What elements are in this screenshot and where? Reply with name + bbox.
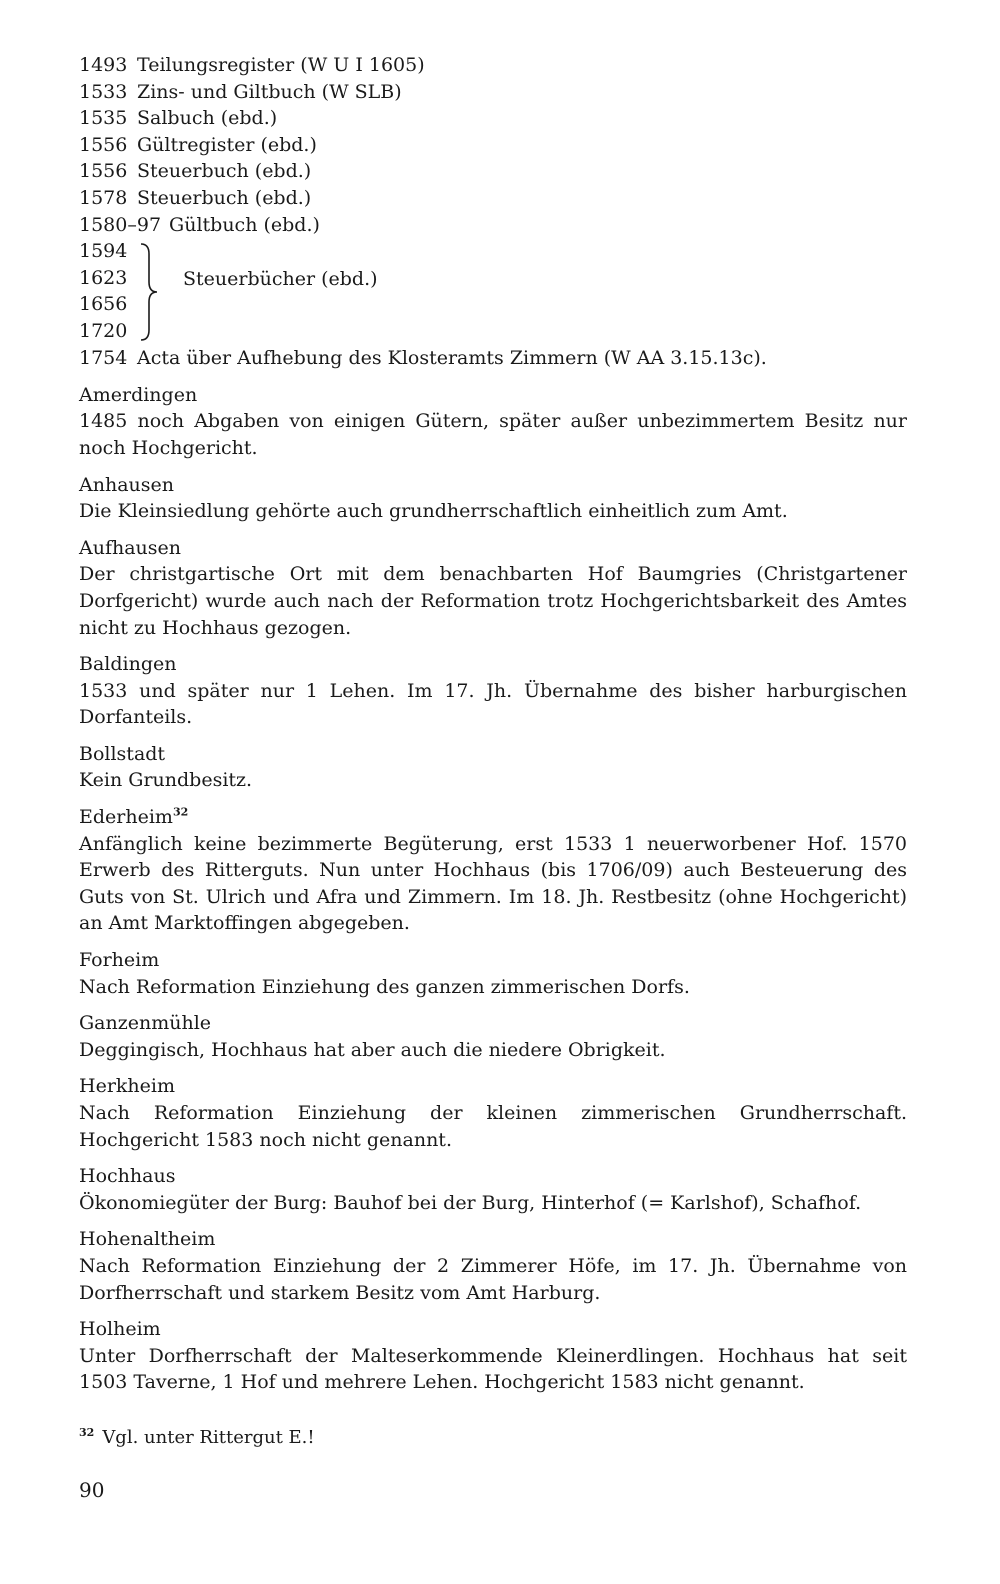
record-text: Steuerbuch (ebd.): [137, 186, 312, 209]
record-text: Steuerbuch (ebd.): [137, 160, 312, 183]
list-item: [79, 105, 907, 132]
footnote-reference[interactable]: 32: [172, 805, 189, 819]
place-entry: [79, 1163, 907, 1216]
record-text: Acta über Aufhebung des Klosteramts Zimmern (W AA 3.15.13c).: [137, 347, 767, 370]
place-description: Ökonomiegüter der Burg: Bauhof bei der Burg, Hinterhof (= Karlshof), Schafhof.: [79, 1191, 862, 1214]
place-name: Forheim: [79, 949, 160, 972]
right-brace-icon: [137, 242, 161, 342]
place-description: Kein Grundbesitz.: [79, 769, 253, 792]
list-item: [79, 212, 907, 239]
list-item: [79, 158, 907, 185]
place-name: Bollstadt: [79, 742, 166, 765]
place-name: Anhausen: [79, 473, 174, 496]
record-text: Salbuch (ebd.): [137, 107, 278, 130]
record-text: Teilungsregister (W U I 1605): [137, 54, 425, 76]
bracket-year: 1623: [79, 266, 128, 289]
record-year: 1578: [79, 186, 128, 209]
place-description: Deggingisch, Hochhaus hat aber auch die niedere Obrigkeit.: [79, 1038, 666, 1061]
place-entry: [79, 1316, 907, 1396]
bracket-years: [79, 238, 127, 344]
bracket-group: [79, 238, 907, 345]
list-item: [79, 185, 907, 212]
place-name: Ganzenmühle: [79, 1012, 212, 1035]
place-description: 1533 und später nur 1 Lehen. Im 17. Jh. Übernahme des bisher harburgischen Dorfanteils.: [79, 679, 907, 729]
place-name: Herkheim: [79, 1075, 175, 1098]
place-description: Unter Dorfherrschaft der Malteserkommende Kleinerdlingen. Hochhaus hat seit 1503 Taverne, 1 Hof und mehrere Lehen. Hochgericht 1583 nicht genannt.: [79, 1344, 907, 1394]
bracket-year: 1720: [79, 319, 128, 342]
place-entry: [79, 651, 907, 731]
place-entry: [79, 741, 907, 794]
place-entry: [79, 1010, 907, 1063]
place-description: Nach Reformation Einziehung der kleinen zimmerischen Grundherrschaft. Hochgericht 1583 noch nicht genannt.: [79, 1102, 907, 1151]
place-name-text: Ederheim: [79, 806, 173, 829]
record-year: 1754: [79, 347, 128, 370]
place-description: Die Kleinsiedlung gehörte auch grundherrschaftlich einheitlich zum Amt.: [79, 500, 788, 523]
footnote-number: 32: [79, 1426, 95, 1439]
place-name: [79, 804, 907, 831]
bracket-year: 1594: [79, 240, 128, 263]
place-name: Holheim: [79, 1318, 161, 1341]
place-name: Hohenaltheim: [79, 1228, 216, 1251]
list-item: [79, 79, 907, 106]
footnote: [79, 1426, 315, 1448]
record-text: Gültbuch (ebd.): [169, 213, 320, 236]
list-item: [79, 52, 907, 79]
place-entry: [79, 804, 907, 937]
place-description: Nach Reformation Einziehung des ganzen zimmerischen Dorfs.: [79, 975, 690, 998]
record-year: 1556: [79, 160, 128, 183]
record-year: 1580–97: [79, 213, 162, 236]
place-name: Aufhausen: [79, 536, 182, 559]
place-description: Anfänglich keine bezimmerte Begüterung, erst 1533 1 neuerworbener Hof. 1570 Erwerb des Ritterguts. Nun unter Hochhaus (bis 1706/09) auch Besteuerung des Guts von St. Ulrich und Afra und Zimmern. Im 18. Jh. Restbesitz (ohne Hochgericht) an Amt Marktoffingen abgegeben.: [79, 832, 907, 935]
list-item: [79, 345, 907, 372]
place-entry: [79, 472, 907, 525]
record-year: 1493: [79, 54, 128, 76]
record-text: Zins- und Giltbuch (W SLB): [137, 80, 402, 103]
list-item: [79, 132, 907, 159]
place-description: Der christgartische Ort mit dem benachbarten Hof Baumgries (Christgartener Dorfgericht) wurde auch nach der Reformation trotz Hochgerichtsbarkeit des Amtes nicht zu Hochhaus gezogen.: [79, 563, 907, 639]
record-text: Gültregister (ebd.): [137, 133, 317, 156]
place-entry: [79, 1226, 907, 1306]
place-description: 1485 noch Abgaben von einigen Gütern, später außer unbezimmertem Besitz nur noch Hochgericht.: [79, 410, 907, 459]
place-description: Nach Reformation Einziehung der 2 Zimmerer Höfe, im 17. Jh. Übernahme von Dorfherrschaft und starkem Besitz vom Amt Harburg.: [79, 1254, 907, 1304]
place-entry: [79, 535, 907, 641]
place-name: Baldingen: [79, 653, 177, 676]
page-body: [79, 52, 907, 1396]
record-year: 1535: [79, 107, 128, 130]
record-year: 1556: [79, 133, 128, 156]
bracket-label: Steuerbücher (ebd.): [183, 268, 378, 291]
place-name: Amerdingen: [79, 383, 198, 406]
footnote-text: Vgl. unter Rittergut E.!: [102, 1427, 315, 1448]
place-entry: [79, 1073, 907, 1153]
place-name: Hochhaus: [79, 1165, 176, 1188]
record-list: [79, 52, 907, 372]
record-year: 1533: [79, 80, 128, 103]
bracket-year: 1656: [79, 293, 128, 316]
place-entry: [79, 947, 907, 1000]
page-number: 90: [79, 1478, 105, 1502]
place-entry: [79, 382, 907, 462]
